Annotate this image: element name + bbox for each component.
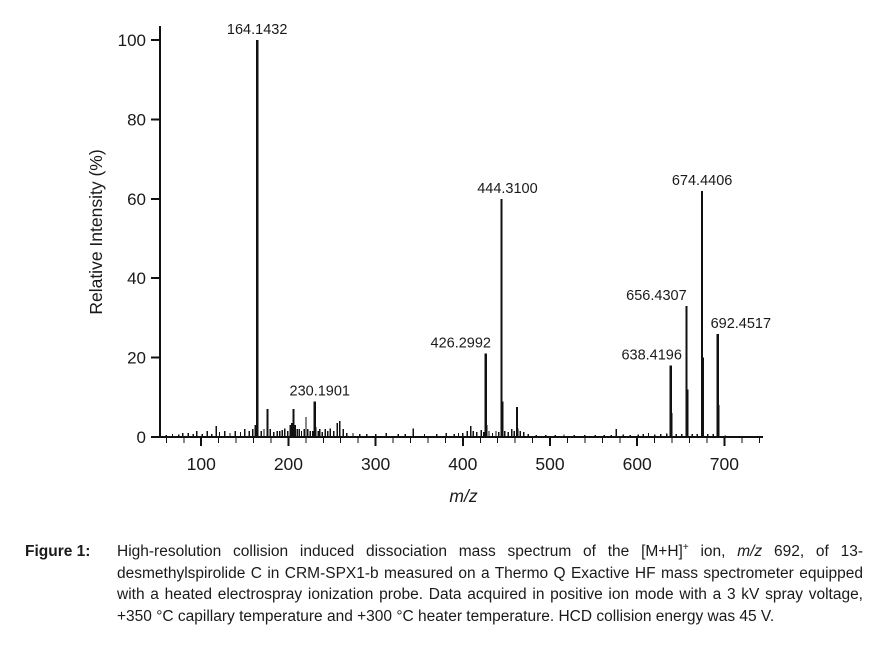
x-axis-tick-label: 600: [622, 454, 652, 474]
figure-caption: [25, 541, 863, 627]
peak-label: 230.1901: [289, 383, 350, 400]
figure-caption-label: Figure 1:: [25, 543, 91, 560]
y-axis-title: Relative Intensity (%): [86, 149, 106, 315]
x-axis-tick-label: 100: [186, 454, 216, 474]
peak-label: 426.2992: [430, 335, 491, 352]
caption-segment: ion,: [688, 543, 738, 560]
x-axis-tick-label: 500: [535, 454, 565, 474]
y-axis-tick-label: 20: [127, 348, 146, 368]
y-axis-tick-label: 40: [127, 269, 146, 289]
x-axis-tick-label: 300: [361, 454, 391, 474]
caption-segment: +: [682, 541, 689, 553]
peak-label: 692.4517: [710, 315, 772, 332]
y-axis-tick-label: 0: [136, 428, 146, 447]
y-axis-tick-label: 100: [117, 31, 146, 50]
caption-segment: 692, of 13-desmethylspirolide C in CRM-SPX1-b measured on a Thermo Q Exactive HF mass spectrometer equipped with a heated electrospray ionization probe. Data acquired in positive ion mode with a 3 kV spray voltage, +350 °C capillary temperature and +300 °C heater temperature. HCD collision energy was 45 V.: [117, 543, 863, 625]
peak-label: 638.4196: [621, 347, 682, 364]
x-axis-tick-label: 200: [273, 454, 304, 474]
figure-caption-text: [117, 541, 863, 627]
peak-label: 444.3100: [477, 180, 538, 197]
y-axis-tick-label: 60: [127, 189, 146, 209]
peak-label: 164.1432: [226, 22, 288, 38]
x-axis-tick-label: 400: [448, 454, 478, 474]
peak-label: 674.4406: [671, 172, 733, 189]
peak-label: 656.4307: [626, 287, 687, 304]
caption-segment: High-resolution collision induced dissociation mass spectrum of the [M+H]: [117, 543, 683, 560]
x-axis-tick-label: 700: [709, 454, 740, 474]
x-axis-title: m/z: [449, 486, 478, 506]
y-axis-tick-label: 80: [127, 110, 146, 130]
caption-segment: m/z: [737, 543, 763, 560]
